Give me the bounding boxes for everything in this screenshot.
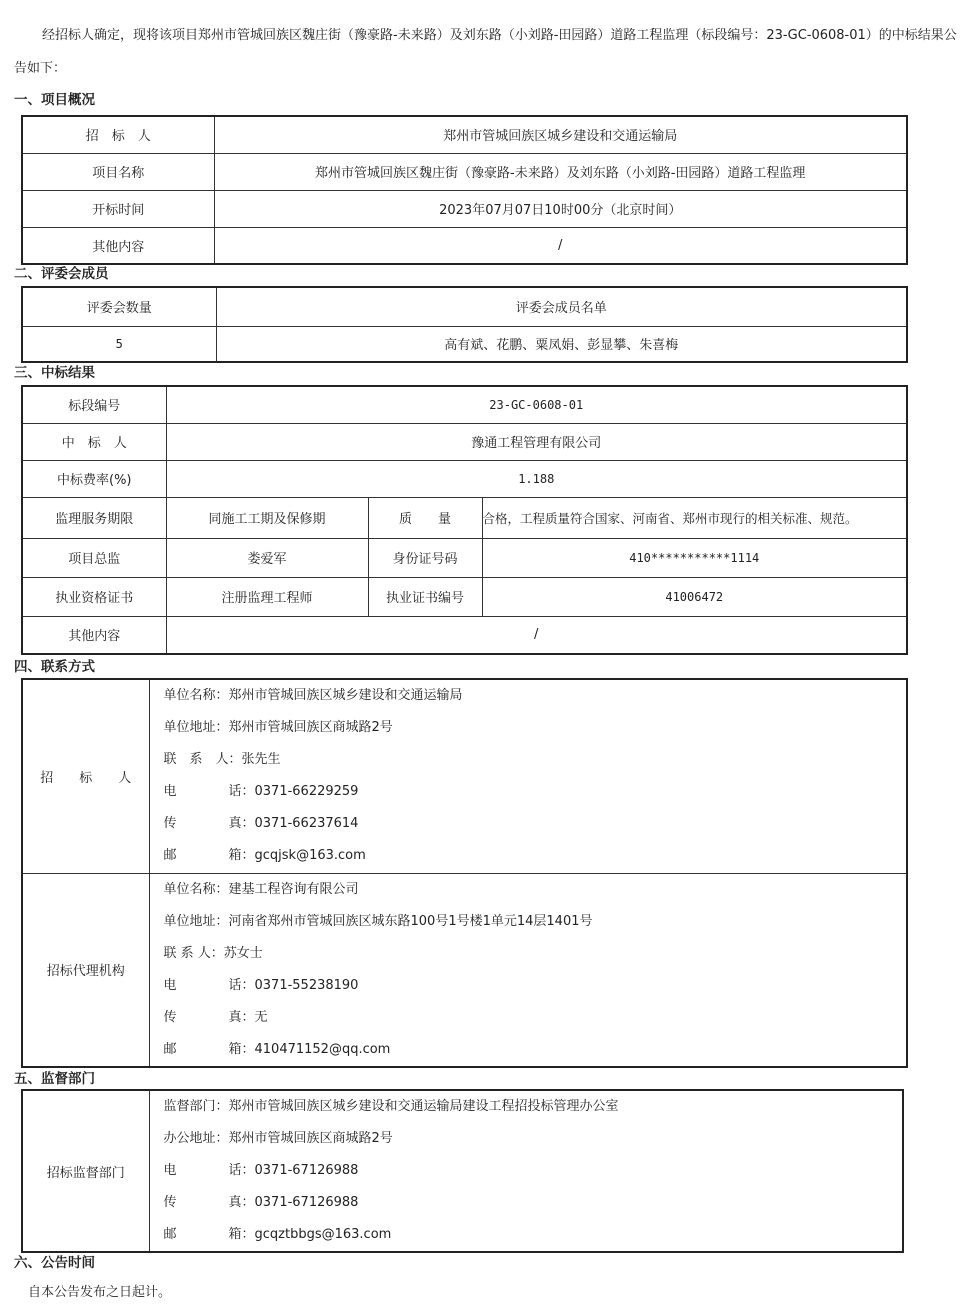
supervision-details <box>149 1090 903 1252</box>
cert-no-value: 41006472 <box>482 577 907 616</box>
quality-value: 合格，工程质量符合国家、河南省、郑州市现行的相关标准、规范。 <box>482 497 907 538</box>
rate-label: 中标费率(%) <box>22 460 166 497</box>
id-label: 身份证号码 <box>368 538 482 577</box>
section-heading-contacts: 四、联系方式 <box>14 659 95 675</box>
tenderer-contact-title: 招 标 人 <box>22 679 149 873</box>
director-value: 娄爱军 <box>166 538 368 577</box>
opening-time-label: 开标时间 <box>22 190 214 227</box>
overview-table <box>21 115 908 265</box>
director-label: 项目总监 <box>22 538 166 577</box>
agency-fax: 传 真：无 <box>163 1009 268 1025</box>
winner-value: 豫通工程管理有限公司 <box>166 423 907 460</box>
committee-table <box>21 286 908 363</box>
other-value: / <box>214 227 907 264</box>
supervision-email: 邮 箱：gcqztbbgs@163.com <box>163 1227 392 1242</box>
opening-time-value: 2023年07月07日10时00分（北京时间） <box>214 190 907 227</box>
agency-unit-address: 单位地址：河南省郑州市管城回族区城东路100号1号楼1单元14层1401号 <box>163 913 593 929</box>
supervision-address: 办公地址：郑州市管城回族区商城路2号 <box>163 1131 393 1146</box>
other-label: 其他内容 <box>22 227 214 264</box>
supervision-department: 监督部门：郑州市管城回族区城乡建设和交通运输局建设工程招投标管理办公室 <box>163 1099 619 1114</box>
agency-contact-title: 招标代理机构 <box>22 873 149 1067</box>
tenderer-email: 邮 箱：gcqjsk@163.com <box>163 848 366 863</box>
committee-count: 5 <box>22 326 216 362</box>
agency-unit-name: 单位名称：建基工程咨询有限公司 <box>163 881 359 897</box>
project-name-value: 郑州市管城回族区魏庄街（豫豪路-未来路）及刘东路（小刘路-田园路）道路工程监理 <box>214 153 907 190</box>
section-heading-committee: 二、评委会成员 <box>14 266 109 282</box>
tenderer-phone: 电 话：0371-66229259 <box>163 784 359 799</box>
tenderer-contact-person: 联 系 人：张先生 <box>163 752 281 767</box>
supervision-title: 招标监督部门 <box>22 1090 149 1252</box>
agency-phone: 电 话：0371-55238190 <box>163 977 359 993</box>
supervision-fax: 传 真：0371-67126988 <box>163 1195 359 1210</box>
result-other-value: / <box>166 616 907 654</box>
tenderer-label: 招 标 人 <box>22 116 214 153</box>
section-heading-overview: 一、项目概况 <box>14 92 95 108</box>
cert-no-label: 执业证书编号 <box>368 577 482 616</box>
intro-paragraph: 经招标人确定，现将该项目郑州市管城回族区魏庄街（豫豪路-未来路）及刘东路（小刘路-田园路）道路工程监理（标段编号：23-GC-0608-01）的中标结果公告如下： <box>14 28 957 76</box>
contacts-table <box>21 678 908 1068</box>
supervision-table <box>21 1089 904 1253</box>
cert-label: 执业资格证书 <box>22 577 166 616</box>
project-name-label: 项目名称 <box>22 153 214 190</box>
supervision-phone: 电 话：0371-67126988 <box>163 1163 359 1178</box>
period-label: 监理服务期限 <box>22 497 166 538</box>
cert-value: 注册监理工程师 <box>166 577 368 616</box>
tenderer-value: 郑州市管城回族区城乡建设和交通运输局 <box>214 116 907 153</box>
committee-count-header: 评委会数量 <box>22 287 216 326</box>
tenderer-fax: 传 真：0371-66237614 <box>163 816 359 831</box>
tenderer-contact-details <box>149 679 907 873</box>
notice-time-text: 自本公告发布之日起计。 <box>28 1285 172 1300</box>
section-no-value: 23-GC-0608-01 <box>166 386 907 423</box>
section-no-label: 标段编号 <box>22 386 166 423</box>
agency-contact-person: 联 系 人：苏女士 <box>163 945 263 961</box>
tenderer-unit-address: 单位地址：郑州市管城回族区商城路2号 <box>163 720 393 735</box>
section-heading-supervision: 五、监督部门 <box>14 1071 95 1087</box>
tenderer-unit-name: 单位名称：郑州市管城回族区城乡建设和交通运输局 <box>163 688 463 703</box>
agency-contact-details <box>149 873 907 1067</box>
quality-label: 质 量 <box>368 497 482 538</box>
period-value: 同施工工期及保修期 <box>166 497 368 538</box>
rate-value: 1.188 <box>166 460 907 497</box>
result-table <box>21 385 908 655</box>
committee-names: 高有斌、花鹏、粟凤娟、彭显攀、朱喜梅 <box>216 326 907 362</box>
result-other-label: 其他内容 <box>22 616 166 654</box>
section-heading-result: 三、中标结果 <box>14 365 95 381</box>
committee-names-header: 评委会成员名单 <box>216 287 907 326</box>
winner-label: 中 标 人 <box>22 423 166 460</box>
id-value: 410***********1114 <box>482 538 907 577</box>
section-heading-notice-time: 六、公告时间 <box>14 1255 95 1271</box>
agency-email: 邮 箱：410471152@qq.com <box>163 1041 391 1057</box>
